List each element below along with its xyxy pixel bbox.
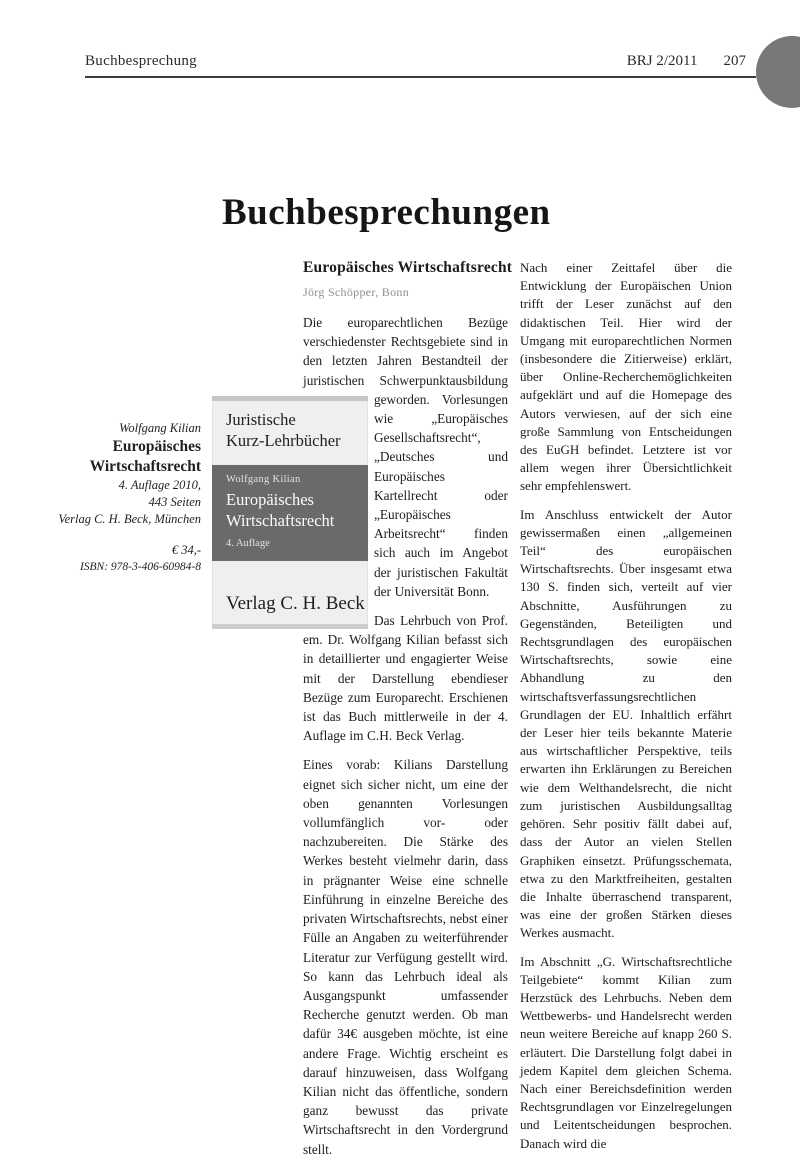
- book-info-pages: 443 Seiten: [148, 495, 201, 509]
- cover-edition: 4. Auflage: [226, 538, 270, 549]
- book-info-edition: 4. Auflage 2010,: [118, 478, 201, 492]
- book-info-publisher: Verlag C. H. Beck, München: [58, 512, 201, 526]
- column2-paragraph-2: Im Anschluss entwickelt der Autor gewissermaßen einen „allgemeinen Teil“ des europäischen Wirtschaftsrechts. Über insgesamt etwa 130 S. finden sich, verteilt auf vier Abschnitte, Ausführungen zu Gegenständen, Beteiligten und Rechtsgrundlagen des europäischen Wirtschaftsrechts, sowie eine Abhandlung zu den wirtschaftsverfassungsrechtlichen Grundlagen der EU. Inhaltlich erfährt der Leser hier teils bekannte Materie aus wirtschaftlicher Perspektive, teils erwarten ihn Erklärungen zu Bereichen wie dem Welthandelsrecht, die nicht zum juristischen Ausbildungsalltag gehören. Sehr positiv fällt dabei auf, dass der Autor an vielen Stellen Graphiken einsetzt. Prüfungsschemata, etwa zu den Marktfreiheiten, gestalten die Inhalte überraschend transparent, was eine der großen Stärken dieses Werkes ausmacht.: [520, 506, 732, 941]
- column1-paragraph-1: Die europarechtlichen Bezüge verschiedenster Rechtsgebiete sind in den letzten Jahren Bestandteil der juristischen Schwerpunktausbildung geworden. Vorlesungen wie „Europäisches Gesellschaftsrecht“, „Deutsches und Europäisches Kartellrecht oder „Europäisches Arbeitsrecht“ finden sich auch im Angebot der juristischen Fakultät der Universität Bonn.: [303, 315, 508, 599]
- cover-publisher: Verlag C. H. Beck: [226, 593, 365, 614]
- column1-paragraph-3: Eines vorab: Kilians Darstellung eignet sich sicher nicht, um eine der oben genannten Vorlesungen vollumfänglich vor- oder nachzubereiten. Die Stärke des Werkes besteht vielmehr darin, dass in prägnanter Weise eine schnelle Einführung in einzelne Bereiche des privaten Wirtschaftsrechts, nebst einer Fülle an Angaben zu weiterführender Literatur zur Verfügung gestellt wird. So kann das Lehrbuch ideal als Ausgangspunkt umfassender Recherche genutzt werden. Ob man dafür 34€ ausgeben möchte, ist eine andere Frage. Wichtig erscheint es darauf hinzuweisen, dass Wolfgang Kilian nicht das öffentliche, sondern ganz bewusst das private Wirtschaftsrecht in den Vordergrund stellt.: [303, 757, 508, 1157]
- review-column-2: [520, 259, 732, 1163]
- column2-paragraph-3: Im Abschnitt „G. Wirtschaftsrechtliche Teilgebiete“ kommt Kilian zum Herzstück des Lehrbuchs. Neben dem Wettbewerbs- und Handelsrecht werden neun weitere Bereiche auf knapp 260 S. erläutert. Die Darstellung folgt dabei in jedem Kapitel dem gleichen Schema. Nach einer Bereichsdefinition werden Rechtsgrundlagen vor Einzelregelungen und Leitentscheidungen besprochen. Danach wird die: [520, 953, 732, 1151]
- journal-issue: BRJ 2/2011: [626, 53, 698, 69]
- book-info-title-line1: Europäisches: [112, 438, 201, 455]
- cover-author: Wolfgang Kilian: [226, 474, 301, 485]
- running-head-section: Buchbesprechung: [85, 53, 197, 69]
- page-number: 207: [723, 53, 746, 69]
- book-info-price: € 34,-: [171, 543, 201, 557]
- header-rule: [85, 76, 756, 78]
- cover-title-line1: Europäisches: [226, 490, 314, 509]
- cover-series-line1: Juristische: [226, 410, 296, 429]
- page-title: Buchbesprechungen: [222, 192, 551, 233]
- running-head-right: [627, 53, 746, 70]
- column2-paragraph-1: Nach einer Zeittafel über die Entwicklung der Europäischen Union trifft der Leser zunächst auf den didaktischen Teil. Hier wird der Umgang mit europarechtlichen Normen (insbesondere die Zitierweise) erklärt, über Online-Recherchemöglichkeiten aufgeklärt und auf die Homepage des Autors verwiesen, auf der sich eine große Sammlung von Entscheidungen des EuGH befindet. Letztere ist vor allem wegen ihrer Übersichtlichkeit sehr empfehlenswert.: [520, 260, 732, 494]
- column1-paragraph-2: Das Lehrbuch von Prof. em. Dr. Wolfgang Kilian befasst sich in detaillierter und engagierter Weise mit der Darstellung ebendieser Bezüge zum Europarecht. Erschienen ist das Buch mittlerweile in der 4. Auflage im C.H. Beck Verlag.: [303, 613, 508, 744]
- cover-series-line2: Kurz-Lehrbücher: [226, 431, 341, 450]
- review-column-1: [303, 313, 508, 1169]
- book-info-author: Wolfgang Kilian: [119, 421, 201, 435]
- corner-circle-decoration: [756, 36, 800, 108]
- book-bibliographic-info: [36, 420, 201, 576]
- cover-title-line2: Wirtschaftsrecht: [226, 511, 335, 530]
- review-heading: Europäisches Wirtschaftsrecht: [303, 259, 513, 276]
- book-info-isbn: ISBN: 978-3-406-60984-8: [79, 561, 201, 573]
- review-byline: Jörg Schöpper, Bonn: [303, 285, 409, 299]
- book-info-title-line2: Wirtschaftsrecht: [89, 458, 201, 475]
